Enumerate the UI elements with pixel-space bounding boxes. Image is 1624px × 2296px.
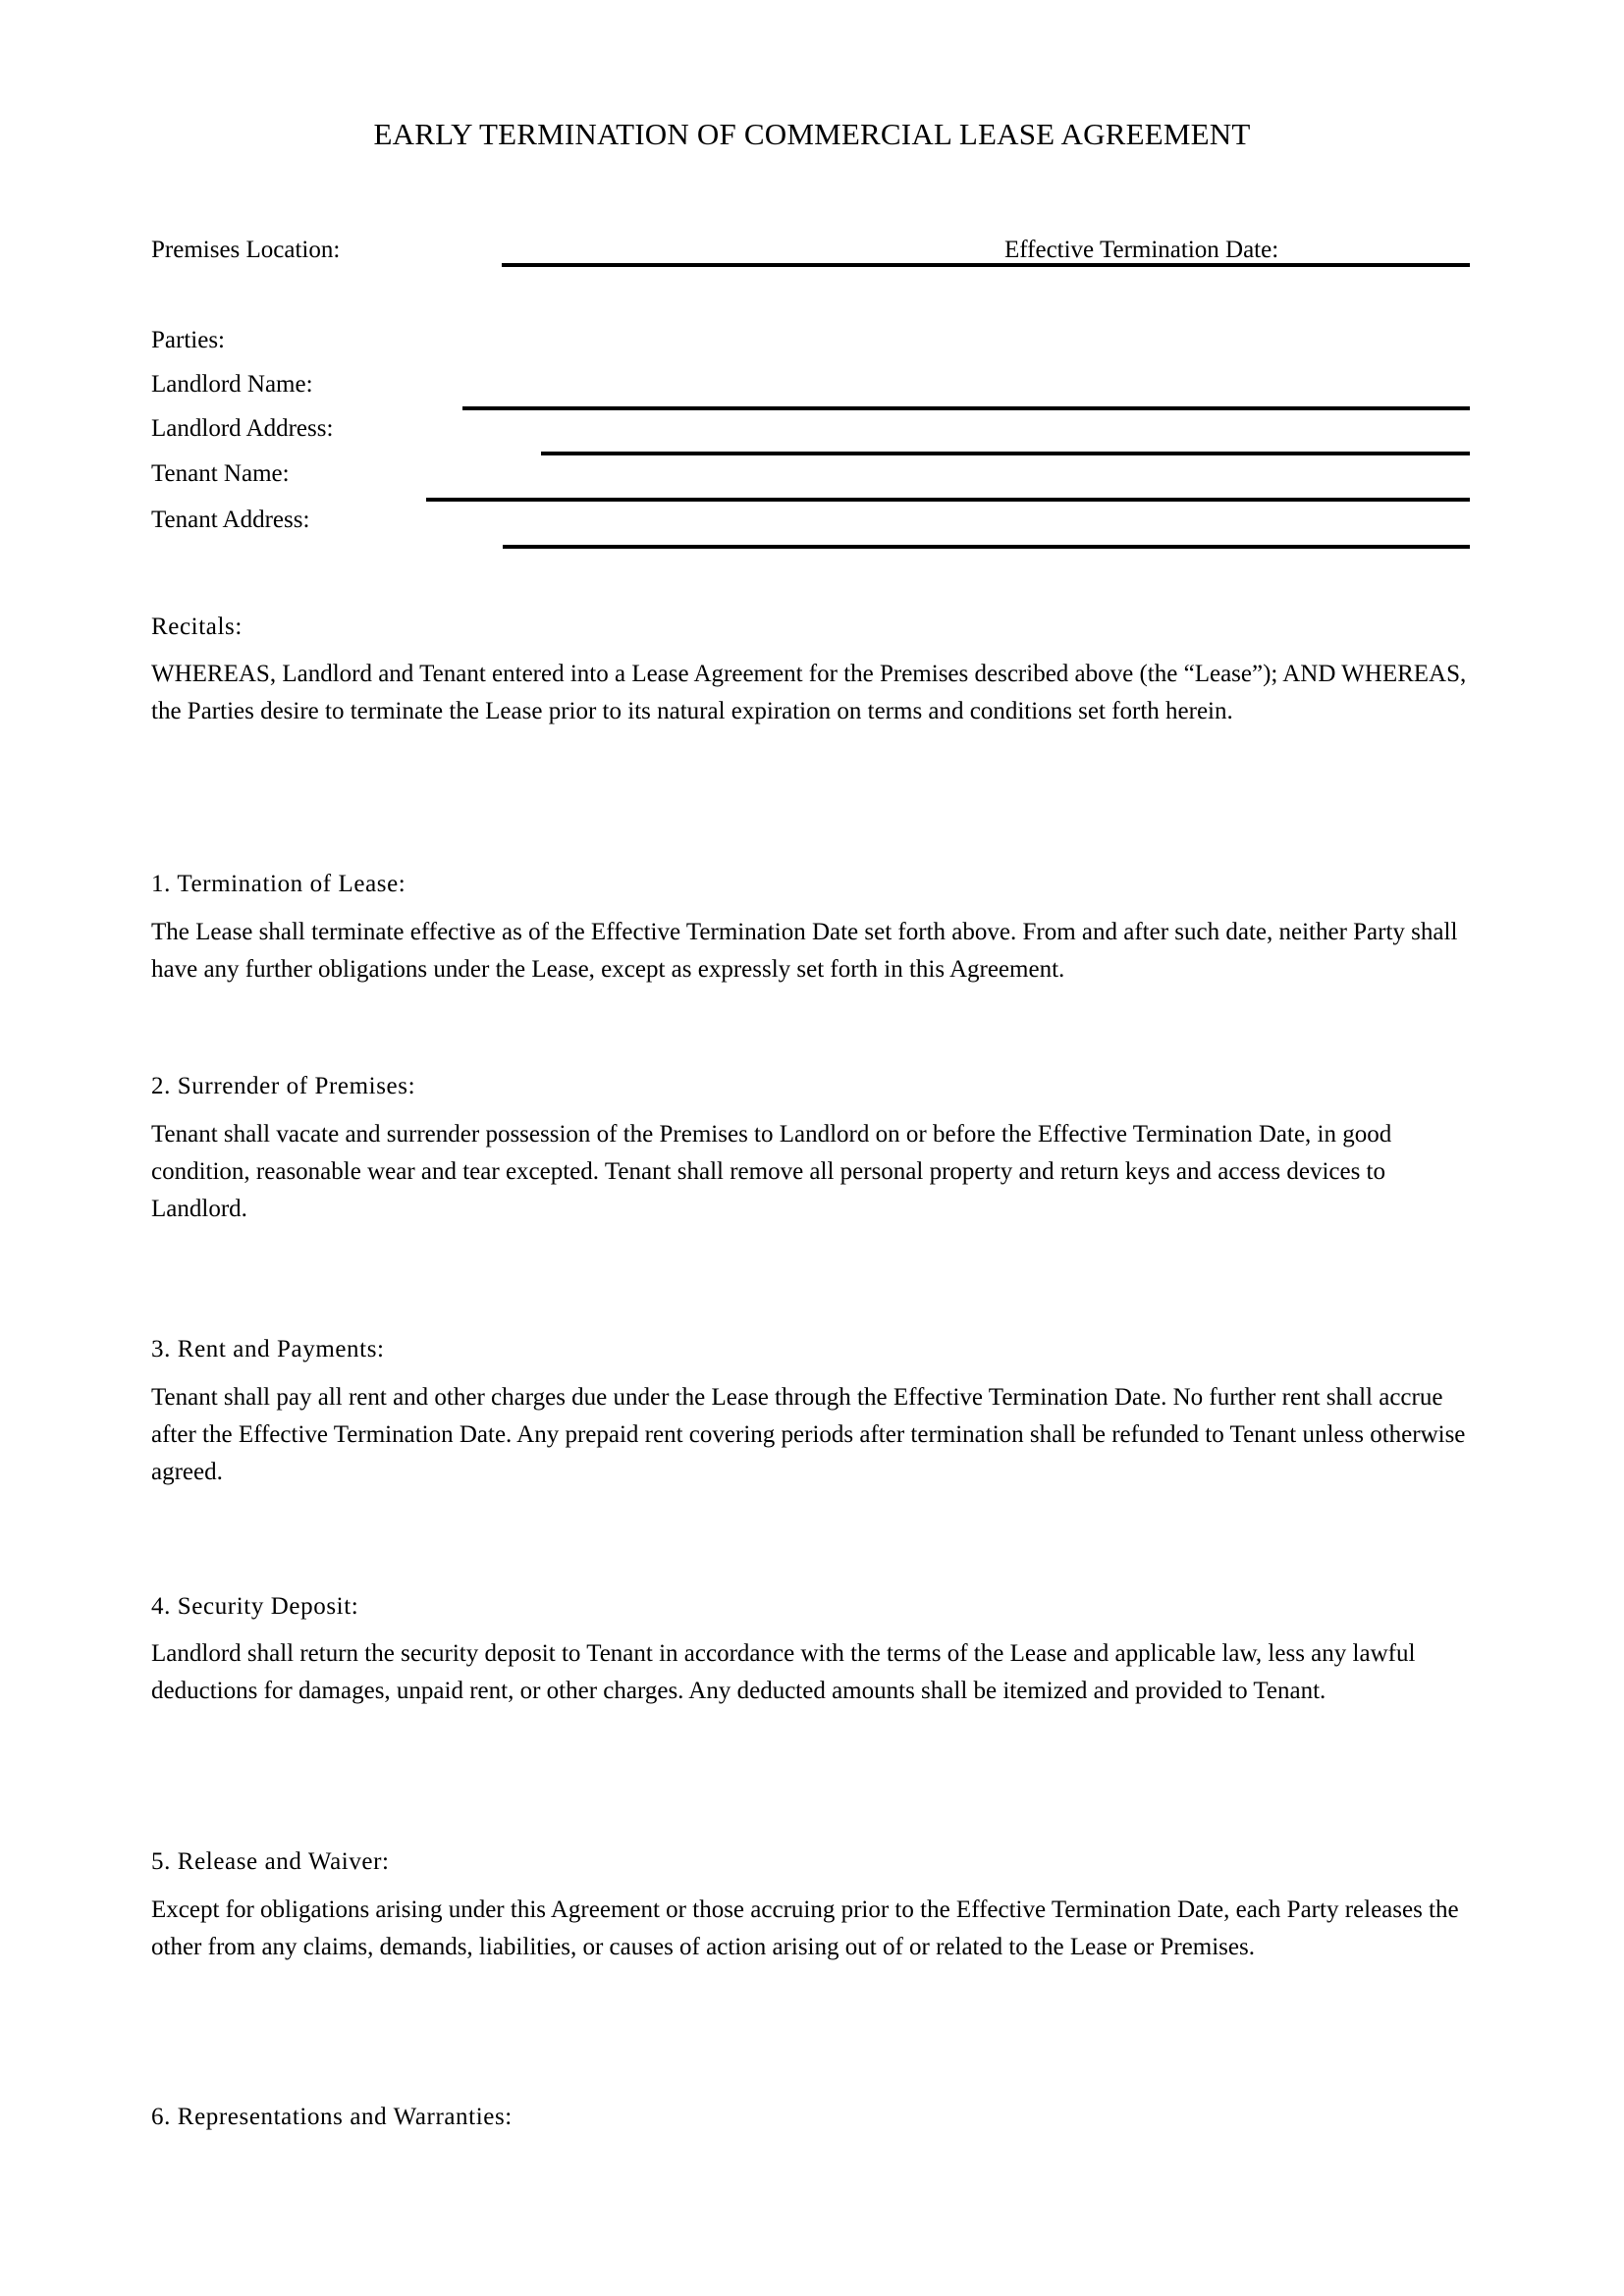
section-2-body: Tenant shall vacate and surrender possession of the Premises to Landlord on or before the Effective Termination Date, in good condition, reasonable wear and tear excepted. Tenant shall remove all personal property and return keys and access devices to Landlord.: [151, 1121, 1392, 1222]
landlord-name-label: Landlord Name:: [151, 371, 313, 398]
section-1-body: The Lease shall terminate effective as of the Effective Termination Date set forth above. From and after such date, neither Party shall have any further obligations under the Lease, except as expressly set forth in this Agreement.: [151, 919, 1458, 983]
landlord-address-fill-line[interactable]: [541, 452, 1470, 455]
landlord-name-fill-line[interactable]: [462, 406, 1470, 410]
premises-location-label: Premises Location:: [151, 237, 341, 263]
section-1-heading: 1. Termination of Lease:: [151, 871, 406, 897]
section-4-heading: 4. Security Deposit:: [151, 1593, 359, 1620]
section-2-heading: 2. Surrender of Premises:: [151, 1073, 416, 1099]
tenant-name-fill-line[interactable]: [426, 498, 1470, 502]
section-6-heading: 6. Representations and Warranties:: [151, 2104, 513, 2130]
recitals-label: Recitals:: [151, 614, 243, 640]
tenant-address-fill-line[interactable]: [503, 545, 1470, 549]
tenant-name-label: Tenant Name:: [151, 460, 290, 487]
tenant-address-label: Tenant Address:: [151, 507, 310, 533]
parties-section-label: Parties:: [151, 327, 225, 353]
section-3-body: Tenant shall pay all rent and other charges due under the Lease through the Effective Termination Date. No further rent shall accrue after the Effective Termination Date. Any prepaid rent covering periods after termination shall be refunded to Tenant unless otherwise agreed.: [151, 1384, 1466, 1485]
section-5-body: Except for obligations arising under this Agreement or those accruing prior to the Effective Termination Date, each Party releases the other from any claims, demands, liabilities, or causes of action arising out of or related to the Lease or Premises.: [151, 1896, 1459, 1960]
recitals-body: WHEREAS, Landlord and Tenant entered into a Lease Agreement for the Premises described above (the “Lease”); AND WHEREAS, the Parties desire to terminate the Lease prior to its natural expiration on terms and conditions set forth herein.: [151, 661, 1467, 724]
effective-termination-date-label: Effective Termination Date:: [1004, 237, 1279, 263]
section-3-heading: 3. Rent and Payments:: [151, 1336, 385, 1362]
landlord-address-label: Landlord Address:: [151, 415, 334, 442]
effective-termination-date-fill-line[interactable]: [502, 263, 1470, 267]
page-title: EARLY TERMINATION OF COMMERCIAL LEASE AGREEMENT: [373, 117, 1251, 151]
section-4-body: Landlord shall return the security deposit to Tenant in accordance with the terms of the Lease and applicable law, less any lawful deductions for damages, unpaid rent, or other charges. Any deducted amounts shall be itemized and provided to Tenant.: [151, 1640, 1416, 1704]
section-5-heading: 5. Release and Waiver:: [151, 1848, 390, 1875]
